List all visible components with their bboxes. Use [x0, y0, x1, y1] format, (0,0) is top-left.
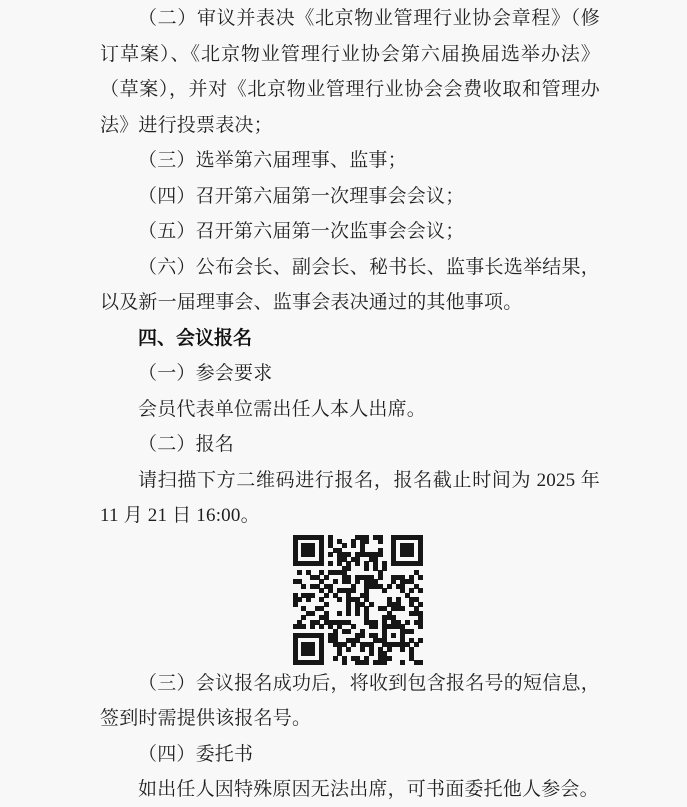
- paragraph-sms-confirmation: （三）会议报名成功后，将收到包含报名号的短信息，签到时需提供该报名号。: [100, 672, 600, 729]
- qr-code-row: [100, 534, 600, 666]
- paragraph-attendance-requirement: 会员代表单位需出任人本人出席。: [138, 398, 427, 420]
- paragraph-agenda-item-5: （五）召开第六届第一次监事会会议；: [138, 221, 465, 242]
- paragraph-proxy-instructions: 如出任人因特殊原因无法出席，可书面委托他人参会。: [138, 779, 599, 800]
- paragraph-agenda-item-2: （二）审议并表决《北京物业管理行业协会章程》（修订草案）、《北京物业管理行业协会第六届换届选举办法》（草案），并对《北京物业管理行业协会会费收取和管理办法》进行投票表决；: [100, 8, 600, 136]
- paragraph-agenda-item-4: （四）召开第六届第一次理事会会议；: [138, 185, 465, 207]
- paragraph-agenda-item-3: （三）选举第六届理事、监事；: [138, 150, 407, 171]
- paragraph-signup-title: （二）报名: [138, 434, 235, 455]
- paragraph-attendance-requirement-title: （一）参会要求: [138, 363, 273, 384]
- paragraph-proxy-title: （四）委托书: [138, 743, 254, 765]
- registration-qr-code-icon: [293, 535, 423, 665]
- section-heading-registration: 四、会议报名: [138, 327, 253, 349]
- paragraph-signup-instructions: 请扫描下方二维码进行报名，报名截止时间为 2025 年 11 月 21 日 16:00。: [100, 469, 600, 526]
- paragraph-agenda-item-6: （六）公布会长、副会长、秘书长、监事长选举结果，以及新一届理事会、监事会表决通过的其他事项。: [100, 256, 600, 313]
